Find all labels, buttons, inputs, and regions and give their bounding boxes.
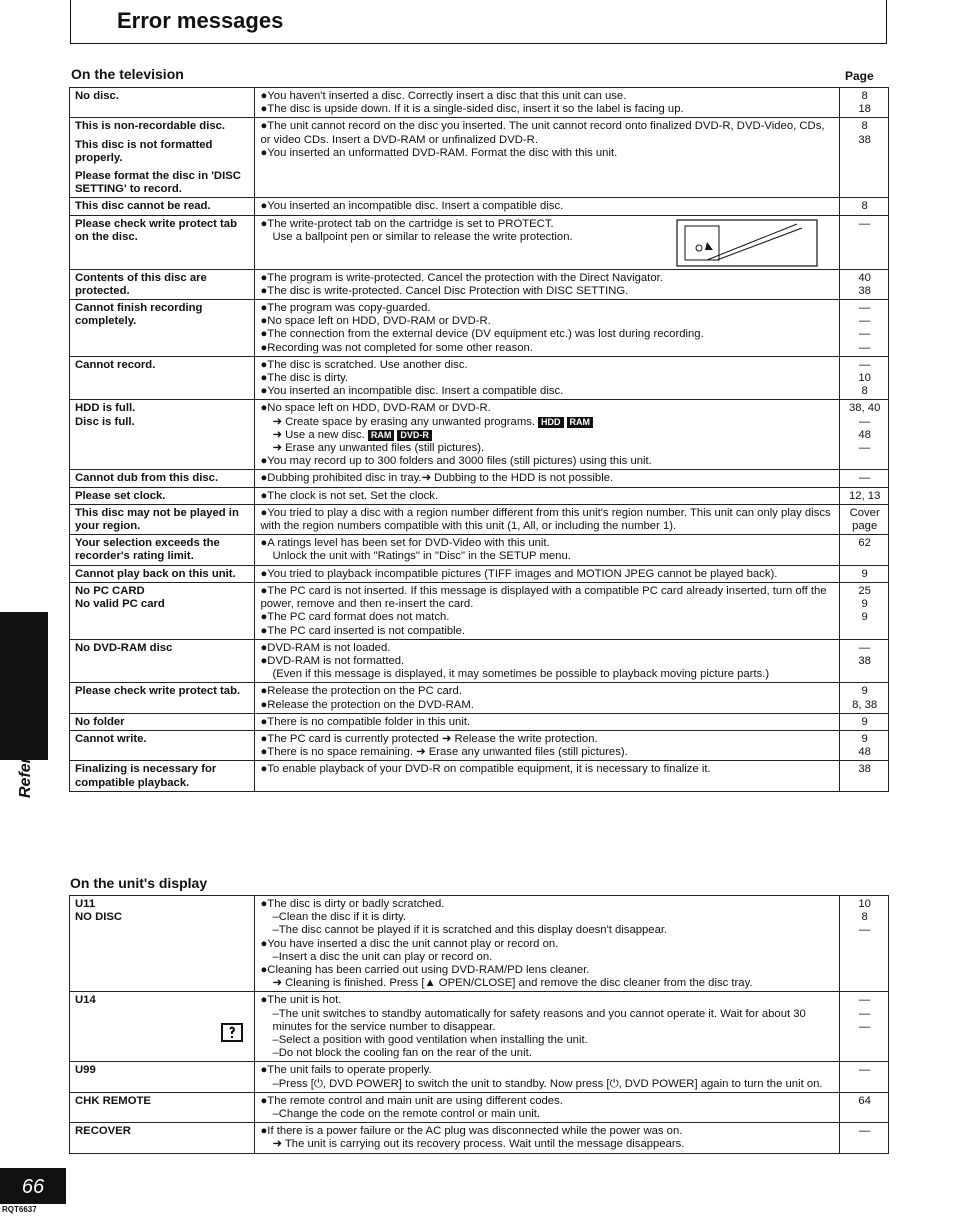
cause-text: ●The unit fails to operate properly. bbox=[260, 1064, 432, 1077]
cause-cell bbox=[255, 215, 840, 269]
table-row bbox=[70, 1062, 889, 1092]
page-cell bbox=[840, 1062, 889, 1092]
cause-text: ●You may record up to 300 folders and 3000 files (still pictures) using this unit. bbox=[260, 455, 652, 468]
cause-text: –Change the code on the remote control or main unit. bbox=[272, 1108, 541, 1121]
message-cell bbox=[70, 118, 255, 198]
cause-text: ●You tried to play a disc with a region number different from this unit's region number. This unit can only play discs with the region numbers compatible with this unit (1, All, or including the number 1). bbox=[260, 506, 831, 533]
message-cell bbox=[70, 683, 255, 713]
table-row bbox=[70, 215, 889, 269]
table-row bbox=[70, 1123, 889, 1153]
page-ref: — bbox=[859, 358, 871, 371]
cause-text: ●The connection from the external device (DV equipment etc.) was lost during recording. bbox=[260, 328, 704, 341]
cause-cell bbox=[255, 504, 840, 534]
message-cell bbox=[70, 713, 255, 730]
cause-cell bbox=[255, 639, 840, 683]
message-text: This disc cannot be read. bbox=[75, 200, 211, 213]
message-text: This disc is not formatted properly. bbox=[75, 138, 213, 164]
cause-text: ●Dubbing prohibited disc in tray.➜ Dubbing to the HDD is not possible. bbox=[260, 472, 614, 485]
page-ref: — bbox=[859, 442, 871, 455]
cause-cell bbox=[255, 400, 840, 470]
page-ref: — bbox=[859, 1064, 871, 1077]
cause-text: ●There is no compatible folder in this unit. bbox=[260, 715, 471, 728]
message-text: No PC CARD bbox=[75, 584, 145, 597]
cause-text: ●To enable playback of your DVD-R on compatible equipment, it is necessary to finalize it. bbox=[260, 763, 711, 776]
cause-cell bbox=[255, 269, 840, 299]
page-ref: 48 bbox=[858, 428, 871, 441]
page-ref: 38 bbox=[858, 284, 871, 297]
table-row bbox=[70, 487, 889, 504]
cause-cell bbox=[255, 730, 840, 760]
page-ref: 12, 13 bbox=[848, 489, 881, 502]
message-text: Cannot finish recording completely. bbox=[75, 302, 203, 328]
cause-text: ●Recording was not completed for some other reason. bbox=[260, 341, 533, 354]
cause-text: ●You have inserted a disc the unit cannot play or record on. bbox=[260, 937, 559, 950]
page-cell bbox=[840, 535, 889, 565]
page-cell bbox=[840, 713, 889, 730]
media-badge-ram: RAM bbox=[368, 430, 395, 441]
message-cell bbox=[70, 730, 255, 760]
message-text: NO DISC bbox=[75, 911, 123, 924]
cause-cell bbox=[255, 1092, 840, 1122]
page-cell bbox=[840, 88, 889, 118]
cause-text: –Do not block the cooling fan on the rear of the unit. bbox=[272, 1047, 532, 1060]
cause-text: ●You haven't inserted a disc. Correctly insert a disc that this unit can use. bbox=[260, 90, 627, 102]
unit-error-table bbox=[69, 895, 889, 1154]
page-title: Error messages bbox=[117, 8, 284, 33]
page-ref: 8, 38 bbox=[852, 698, 878, 711]
cause-text: –Clean the disc if it is dirty. bbox=[272, 911, 407, 924]
cause-text: ●If there is a power failure or the AC plug was disconnected while the power was on. bbox=[260, 1125, 683, 1138]
table-row bbox=[70, 269, 889, 299]
message-cell bbox=[70, 470, 255, 487]
cause-text: ●Release the protection on the DVD-RAM. bbox=[260, 698, 474, 711]
reference-side-label bbox=[8, 720, 38, 800]
message-cell bbox=[70, 639, 255, 683]
cause-text: ➜ Cleaning is finished. Press [▲ OPEN/CLOSE] and remove the disc cleaner from the disc tray. bbox=[272, 977, 753, 990]
cause-text: ●Release the protection on the PC card. bbox=[260, 685, 462, 698]
cause-text: ●The disc is upside down. If it is a single-sided disc, insert it so the label is facing up. bbox=[260, 103, 684, 116]
page-column-heading: Page bbox=[845, 69, 874, 83]
cause-text: ➜ The unit is carrying out its recovery process. Wait until the message disappears. bbox=[272, 1138, 685, 1151]
page-ref: page bbox=[852, 520, 878, 533]
page-ref: 62 bbox=[858, 537, 871, 550]
page-cell bbox=[840, 992, 889, 1062]
cause-cell bbox=[255, 356, 840, 400]
page-cell bbox=[840, 470, 889, 487]
table-row bbox=[70, 118, 889, 198]
page-ref: 38 bbox=[858, 763, 871, 776]
section-heading-tv: On the television bbox=[71, 66, 184, 82]
page-cell bbox=[840, 504, 889, 534]
page-cell bbox=[840, 565, 889, 582]
cause-cell bbox=[255, 1062, 840, 1092]
message-cell bbox=[70, 761, 255, 791]
cause-text: ●DVD-RAM is not formatted. bbox=[260, 654, 405, 667]
help-book-icon bbox=[220, 1020, 244, 1044]
cause-text: ●The PC card inserted is not compatible. bbox=[260, 624, 466, 637]
message-text: U11 bbox=[75, 898, 96, 910]
page-cell bbox=[840, 761, 889, 791]
page-ref: — bbox=[859, 341, 871, 354]
message-cell bbox=[70, 1062, 255, 1092]
message-cell bbox=[70, 269, 255, 299]
cause-text: ●The write-protect tab on the cartridge is set to PROTECT. bbox=[260, 217, 554, 230]
table-row bbox=[70, 504, 889, 534]
message-cell bbox=[70, 535, 255, 565]
cause-text: ●The PC card is currently protected ➜ Release the write protection. bbox=[260, 732, 598, 745]
cause-text: ●The disc is dirty or badly scratched. bbox=[260, 898, 445, 910]
side-label-text: Reference bbox=[17, 720, 34, 798]
cause-text: ●A ratings level has been set for DVD-Video with this unit. bbox=[260, 537, 550, 550]
message-cell bbox=[70, 300, 255, 357]
write-protect-tab-illustration bbox=[647, 218, 827, 268]
media-badge-hdd: HDD bbox=[538, 417, 564, 428]
page-ref: 40 bbox=[858, 271, 871, 284]
message-text: No valid PC card bbox=[75, 598, 165, 611]
page-cell bbox=[840, 118, 889, 198]
cause-cell bbox=[255, 713, 840, 730]
page-cell bbox=[840, 215, 889, 269]
media-badge-ram: RAM bbox=[567, 417, 594, 428]
message-text: Cannot dub from this disc. bbox=[75, 472, 219, 485]
cause-cell bbox=[255, 487, 840, 504]
page-ref: — bbox=[859, 328, 871, 341]
tv-error-table bbox=[69, 87, 889, 792]
cause-text: ●The disc is dirty. bbox=[260, 372, 349, 385]
message-cell bbox=[70, 215, 255, 269]
page-cell bbox=[840, 730, 889, 760]
message-text: Disc is full. bbox=[75, 415, 135, 428]
page-ref: — bbox=[859, 924, 871, 937]
page-ref: — bbox=[859, 217, 871, 230]
cause-text: ➜ Use a new disc. RAM DVD-R bbox=[260, 429, 835, 442]
page-ref: — bbox=[859, 1020, 871, 1033]
cause-cell bbox=[255, 761, 840, 791]
page-ref: 25 bbox=[858, 584, 871, 597]
cause-cell bbox=[255, 88, 840, 118]
cause-cell bbox=[255, 896, 840, 992]
page-cell bbox=[840, 400, 889, 470]
message-text: Finalizing is necessary for compatible playback. bbox=[75, 763, 217, 789]
table-row bbox=[70, 88, 889, 118]
section-heading-unit: On the unit's display bbox=[70, 875, 208, 891]
page-ref: 10 bbox=[858, 372, 871, 385]
message-text: RECOVER bbox=[75, 1125, 131, 1138]
cause-text: Unlock the unit with "Ratings" in "Disc" in the SETUP menu. bbox=[272, 550, 571, 563]
page-ref: — bbox=[859, 994, 871, 1007]
page-ref: — bbox=[859, 315, 871, 328]
cause-text: Use a ballpoint pen or similar to release the write protection. bbox=[272, 230, 573, 243]
cause-text: ●The disc is scratched. Use another disc. bbox=[260, 358, 468, 371]
page-ref: 9 bbox=[861, 715, 868, 728]
cause-text: ●The program was copy-guarded. bbox=[260, 302, 431, 315]
message-text: Contents of this disc are protected. bbox=[75, 271, 207, 297]
page-cell bbox=[840, 683, 889, 713]
cause-cell bbox=[255, 565, 840, 582]
cause-text: ●The unit cannot record on the disc you inserted. The unit cannot record onto finalized DVD-R, DVD-Video, CDs, or video CDs. Insert a DVD-RAM or unfinalized DVD-R. bbox=[260, 120, 825, 146]
message-text: CHK REMOTE bbox=[75, 1094, 151, 1107]
cause-text: (Even if this message is displayed, it may sometimes be possible to playback moving picture parts.) bbox=[272, 668, 770, 681]
page-ref: — bbox=[859, 1007, 871, 1020]
page-ref: — bbox=[859, 1125, 871, 1138]
message-text: No folder bbox=[75, 715, 125, 728]
message-cell bbox=[70, 356, 255, 400]
page-ref: 48 bbox=[858, 746, 871, 759]
cause-text: ●No space left on HDD, DVD-RAM or DVD-R. bbox=[260, 315, 491, 328]
message-cell bbox=[70, 198, 255, 215]
message-text: This disc may not be played in your region. bbox=[75, 506, 239, 533]
page-ref: — bbox=[859, 302, 871, 315]
page-ref: — bbox=[859, 641, 871, 654]
page-cell bbox=[840, 1092, 889, 1122]
media-badge-dvdr: DVD-R bbox=[397, 430, 432, 441]
page-ref: 18 bbox=[858, 103, 871, 116]
page-ref: 9 bbox=[861, 685, 868, 698]
cause-text: ●You inserted an incompatible disc. Insert a compatible disc. bbox=[260, 385, 564, 398]
page-ref: 9 bbox=[861, 732, 868, 745]
document-code: RQT6637 bbox=[2, 1205, 37, 1214]
page-ref: — bbox=[859, 415, 871, 428]
message-text: Cannot record. bbox=[75, 358, 156, 371]
cause-cell bbox=[255, 683, 840, 713]
table-row bbox=[70, 582, 889, 639]
table-row bbox=[70, 300, 889, 357]
cause-text: ●You inserted an unformatted DVD-RAM. Format the disc with this unit. bbox=[260, 146, 618, 159]
table-row bbox=[70, 400, 889, 470]
table-row bbox=[70, 470, 889, 487]
page-ref: 38, 40 bbox=[848, 402, 881, 415]
cause-text: –Press [⏻, DVD POWER] to switch the unit to standby. Now press [⏻, DVD POWER] again to turn the unit on. bbox=[272, 1077, 823, 1090]
table-row bbox=[70, 356, 889, 400]
message-text: HDD is full. bbox=[75, 402, 136, 415]
cause-text: ➜ Create space by erasing any unwanted programs. HDD RAM bbox=[260, 416, 835, 429]
cause-text: ●The PC card format does not match. bbox=[260, 611, 450, 624]
message-text: Please format the disc in 'DISC SETTING' to record. bbox=[75, 170, 241, 196]
cause-text: ●You tried to playback incompatible pictures (TIFF images and MOTION JPEG cannot be played back). bbox=[260, 567, 778, 580]
page-cell bbox=[840, 582, 889, 639]
cause-text: ●The remote control and main unit are using different codes. bbox=[260, 1094, 563, 1107]
cause-text: ●The unit is hot. bbox=[260, 994, 342, 1007]
cause-cell bbox=[255, 992, 840, 1062]
page-ref: 8 bbox=[861, 120, 868, 133]
cause-text: ●The clock is not set. Set the clock. bbox=[260, 489, 439, 502]
message-cell bbox=[70, 896, 255, 992]
page-ref: 9 bbox=[861, 598, 868, 611]
message-text: No DVD-RAM disc bbox=[75, 641, 173, 654]
cause-text: ●The PC card is not inserted. If this message is displayed with a compatible PC card already inserted, turn off the power, remove and then re-insert the card. bbox=[260, 584, 827, 611]
table-row bbox=[70, 761, 889, 791]
message-text: No disc. bbox=[75, 90, 119, 102]
cause-cell bbox=[255, 470, 840, 487]
table-row bbox=[70, 1092, 889, 1122]
message-cell bbox=[70, 504, 255, 534]
message-text: U99 bbox=[75, 1064, 96, 1077]
table-row bbox=[70, 535, 889, 565]
message-text: U14 bbox=[75, 994, 96, 1007]
page-ref: 8 bbox=[861, 911, 868, 924]
cause-text: –The disc cannot be played if it is scratched and this display doesn't disappear. bbox=[272, 924, 668, 937]
page-ref: 9 bbox=[861, 567, 868, 580]
cause-cell bbox=[255, 198, 840, 215]
title-box bbox=[70, 0, 887, 44]
cause-cell bbox=[255, 118, 840, 198]
message-cell bbox=[70, 1092, 255, 1122]
message-cell bbox=[70, 992, 255, 1062]
page-ref: 8 bbox=[861, 200, 868, 213]
message-cell bbox=[70, 400, 255, 470]
cause-text: –Insert a disc the unit can play or record on. bbox=[272, 950, 493, 963]
message-cell bbox=[70, 565, 255, 582]
cause-text: ●There is no space remaining. ➜ Erase any unwanted files (still pictures). bbox=[260, 746, 628, 759]
page-ref: — bbox=[859, 472, 871, 485]
page-ref: Cover bbox=[849, 506, 880, 519]
page-cell bbox=[840, 487, 889, 504]
cause-text: ●The disc is write-protected. Cancel Disc Protection with DISC SETTING. bbox=[260, 284, 629, 297]
page-ref: 8 bbox=[861, 90, 868, 102]
cause-cell bbox=[255, 582, 840, 639]
cause-text: –The unit switches to standby automatically for safety reasons and you cannot operate it. Wait for about 30 minutes for the service number to disappear. bbox=[272, 1007, 806, 1033]
message-text: Please set clock. bbox=[75, 489, 166, 502]
table-row bbox=[70, 992, 889, 1062]
page-ref: 10 bbox=[858, 898, 871, 910]
message-cell bbox=[70, 487, 255, 504]
table-row bbox=[70, 565, 889, 582]
page-cell bbox=[840, 1123, 889, 1153]
page-cell bbox=[840, 300, 889, 357]
page-cell bbox=[840, 639, 889, 683]
page-cell bbox=[840, 198, 889, 215]
message-text: Cannot play back on this unit. bbox=[75, 567, 236, 580]
cause-text: ➜ Erase any unwanted files (still pictures). bbox=[272, 442, 485, 455]
message-cell bbox=[70, 88, 255, 118]
page-number: 66 bbox=[0, 1168, 66, 1204]
table-row bbox=[70, 713, 889, 730]
message-text: Your selection exceeds the recorder's rating limit. bbox=[75, 537, 220, 563]
message-cell bbox=[70, 582, 255, 639]
table-row bbox=[70, 896, 889, 992]
cause-text: ●No space left on HDD, DVD-RAM or DVD-R. bbox=[260, 402, 491, 415]
cause-text: ●Cleaning has been carried out using DVD-RAM/PD lens cleaner. bbox=[260, 964, 590, 977]
message-cell bbox=[70, 1123, 255, 1153]
cause-text: –Select a position with good ventilation when installing the unit. bbox=[272, 1034, 588, 1047]
page-cell bbox=[840, 896, 889, 992]
table-row bbox=[70, 198, 889, 215]
table-row bbox=[70, 730, 889, 760]
page-ref: 8 bbox=[861, 385, 868, 398]
cause-cell bbox=[255, 535, 840, 565]
page-cell bbox=[840, 269, 889, 299]
cause-cell bbox=[255, 300, 840, 357]
cause-cell bbox=[255, 1123, 840, 1153]
message-text: Cannot write. bbox=[75, 732, 147, 745]
page-ref: 38 bbox=[858, 654, 871, 667]
message-text: This is non-recordable disc. bbox=[75, 120, 226, 133]
page-cell bbox=[840, 356, 889, 400]
cause-text: ●The program is write-protected. Cancel the protection with the Direct Navigator. bbox=[260, 271, 663, 284]
cause-text: ●You inserted an incompatible disc. Insert a compatible disc. bbox=[260, 200, 564, 213]
page-ref: 9 bbox=[861, 611, 868, 624]
table-row bbox=[70, 639, 889, 683]
cause-text: ●DVD-RAM is not loaded. bbox=[260, 641, 391, 654]
message-text: Please check write protect tab on the disc. bbox=[75, 217, 237, 243]
message-text: Please check write protect tab. bbox=[75, 685, 241, 698]
table-row bbox=[70, 683, 889, 713]
page-ref: 38 bbox=[858, 133, 871, 146]
page-ref: 64 bbox=[858, 1094, 871, 1107]
